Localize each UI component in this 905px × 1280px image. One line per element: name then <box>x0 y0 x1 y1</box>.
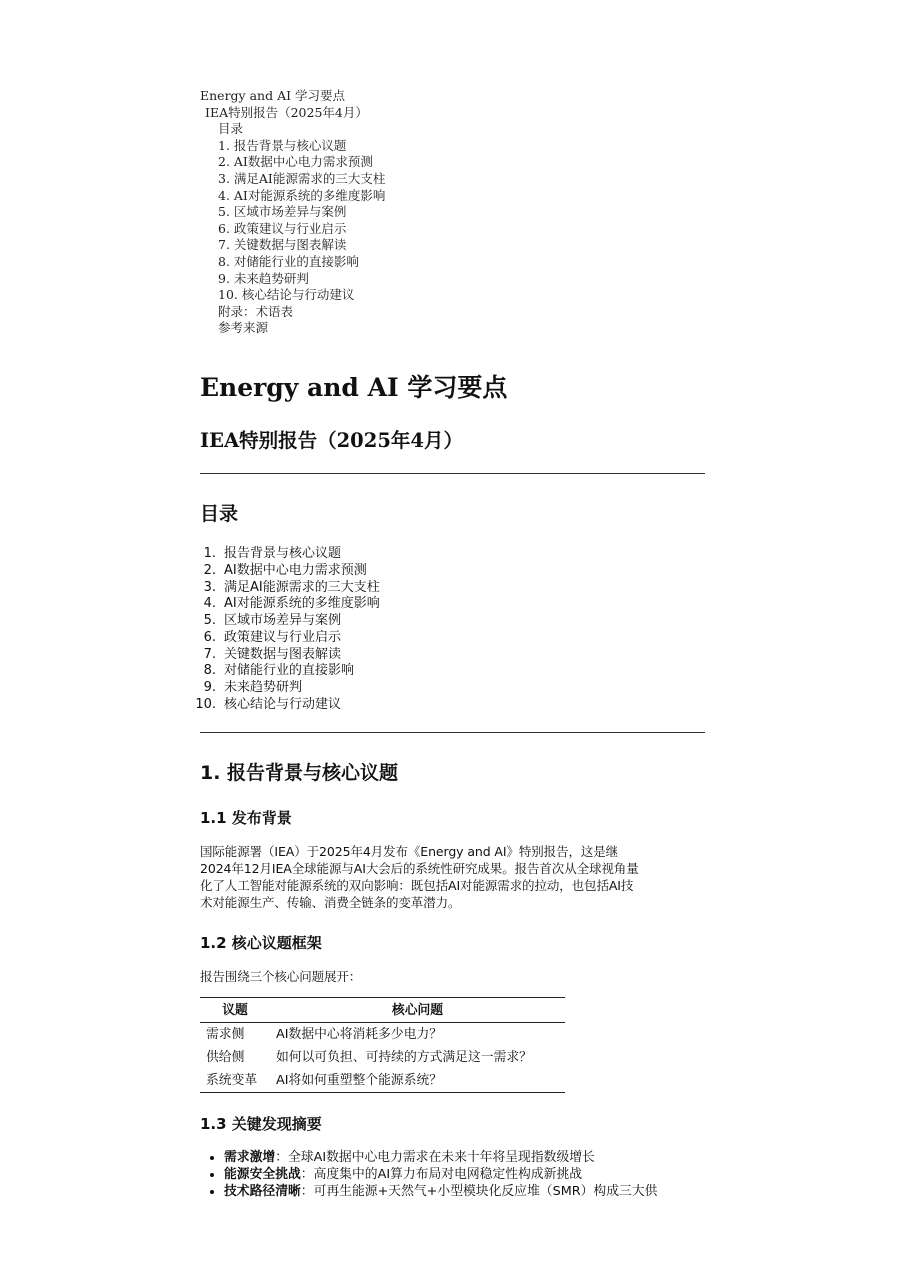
toc-item[interactable] <box>200 546 705 563</box>
table-header-cell: 核心问题 <box>270 997 565 1022</box>
table-row <box>200 1046 565 1069</box>
outline-title[interactable]: Energy and AI 学习要点 <box>200 88 346 103</box>
paragraph-line: 2024年12月IEA全球能源与AI大会后的系统性研究成果。报告首次从全球视角量 <box>200 861 639 877</box>
toc-item-number: 9. <box>203 680 216 696</box>
list-item-term: 能源安全挑战 <box>224 1167 301 1183</box>
toc-item-label: AI对能源系统的多维度影响 <box>224 596 380 612</box>
outline-item[interactable]: 5. 区域市场差异与案例 <box>218 204 347 220</box>
toc-item[interactable] <box>200 663 705 680</box>
toc-item[interactable] <box>200 680 705 697</box>
section-1-2-heading: 1.2 核心议题框架 <box>200 933 322 952</box>
list-item <box>224 1166 705 1183</box>
list-item-term: 需求激增 <box>224 1149 276 1165</box>
toc-list <box>195 545 705 714</box>
outline-item[interactable]: 附录：术语表 <box>218 303 294 319</box>
table-cell: 如何以可负担、可持续的方式满足这一需求？ <box>276 1049 532 1065</box>
toc-item-number: 10. <box>195 697 216 713</box>
toc-item[interactable] <box>200 580 705 597</box>
toc-item-number: 5. <box>203 613 216 629</box>
outline-toc-heading[interactable]: 目录 <box>218 121 244 137</box>
outline-item[interactable]: 2. AI数据中心电力需求预测 <box>218 154 373 170</box>
toc-item[interactable] <box>200 613 705 630</box>
document-page <box>195 88 705 1201</box>
toc-item[interactable] <box>200 563 705 580</box>
toc-item[interactable] <box>200 647 705 664</box>
toc-item-label: 对储能行业的直接影响 <box>224 663 355 679</box>
section-1-heading: 1. 报告背景与核心议题 <box>200 761 399 784</box>
document-subtitle: IEA特别报告（2025年4月） <box>200 428 463 452</box>
outline-item[interactable]: 6. 政策建议与行业启示 <box>218 220 347 236</box>
toc-item-label: 核心结论与行动建议 <box>224 697 342 713</box>
toc-heading: 目录 <box>200 502 239 525</box>
section-1-1-paragraph <box>200 843 705 912</box>
outline-item[interactable]: 10. 核心结论与行动建议 <box>218 287 355 303</box>
toc-item-label: 满足AI能源需求的三大支柱 <box>224 579 380 595</box>
issues-table <box>200 997 565 1093</box>
toc-item-number: 1. <box>203 545 216 561</box>
divider <box>200 732 705 733</box>
paragraph-line: 化了人工智能对能源系统的双向影响：既包括AI对能源需求的拉动，也包括AI技 <box>200 878 634 894</box>
table-cell: 供给侧 <box>206 1049 245 1065</box>
table-header-row <box>200 997 565 1022</box>
outline-toc <box>200 88 705 337</box>
section-1-3-heading: 1.3 关键发现摘要 <box>200 1114 322 1133</box>
outline-item[interactable]: 8. 对储能行业的直接影响 <box>218 253 359 269</box>
divider <box>200 473 705 474</box>
section-1-1-heading: 1.1 发布背景 <box>200 808 292 827</box>
list-item-term: 技术路径清晰 <box>224 1184 301 1200</box>
findings-list <box>200 1149 705 1201</box>
outline-item[interactable]: 参考来源 <box>218 320 269 336</box>
table-row <box>200 1022 565 1046</box>
list-item-text: ：全球AI数据中心电力需求在未来十年将呈现指数级增长 <box>275 1149 595 1165</box>
outline-item[interactable]: 3. 满足AI能源需求的三大支柱 <box>218 170 386 186</box>
table-header-cell: 议题 <box>200 997 270 1022</box>
toc-item-number: 2. <box>203 562 216 578</box>
toc-item-label: AI数据中心电力需求预测 <box>224 562 367 578</box>
outline-item[interactable]: 7. 关键数据与图表解读 <box>218 237 347 253</box>
section-1-2-intro: 报告围绕三个核心问题展开： <box>200 968 362 984</box>
table-cell: AI数据中心将消耗多少电力？ <box>276 1026 443 1042</box>
toc-item-label: 报告背景与核心议题 <box>224 545 342 561</box>
toc-item-label: 关键数据与图表解读 <box>224 646 342 662</box>
outline-subtitle[interactable]: IEA特别报告（2025年4月） <box>205 104 368 120</box>
list-item-text: ：可再生能源+天然气+小型模块化反应堆（SMR）构成三大供 <box>300 1184 658 1200</box>
toc-item-number: 8. <box>203 663 216 679</box>
toc-item-label: 区域市场差异与案例 <box>224 613 342 629</box>
paragraph-line: 术对能源生产、传输、消费全链条的变革潜力。 <box>200 895 461 911</box>
outline-item[interactable]: 1. 报告背景与核心议题 <box>218 137 347 153</box>
table-cell: 需求侧 <box>206 1026 245 1042</box>
table-row <box>200 1069 565 1093</box>
outline-item[interactable]: 4. AI对能源系统的多维度影响 <box>218 187 386 203</box>
toc-item[interactable] <box>200 630 705 647</box>
list-item <box>224 1183 705 1200</box>
list-item-text: ：高度集中的AI算力布局对电网稳定性构成新挑战 <box>300 1167 583 1183</box>
toc-item-number: 3. <box>203 579 216 595</box>
toc-item-label: 未来趋势研判 <box>224 680 303 696</box>
paragraph-line: 国际能源署（IEA）于2025年4月发布《Energy and AI》特别报告，这是继 <box>200 843 619 859</box>
table-cell: AI将如何重塑整个能源系统？ <box>276 1072 443 1088</box>
list-item <box>224 1149 705 1166</box>
toc-item-number: 4. <box>203 596 216 612</box>
document-title: Energy and AI 学习要点 <box>200 372 508 402</box>
table-cell: 系统变革 <box>206 1072 258 1088</box>
outline-item[interactable]: 9. 未来趋势研判 <box>218 270 309 286</box>
toc-item-number: 7. <box>203 646 216 662</box>
toc-item[interactable] <box>200 596 705 613</box>
toc-item-number: 6. <box>203 629 216 645</box>
toc-item[interactable] <box>195 697 705 714</box>
toc-item-label: 政策建议与行业启示 <box>224 629 342 645</box>
